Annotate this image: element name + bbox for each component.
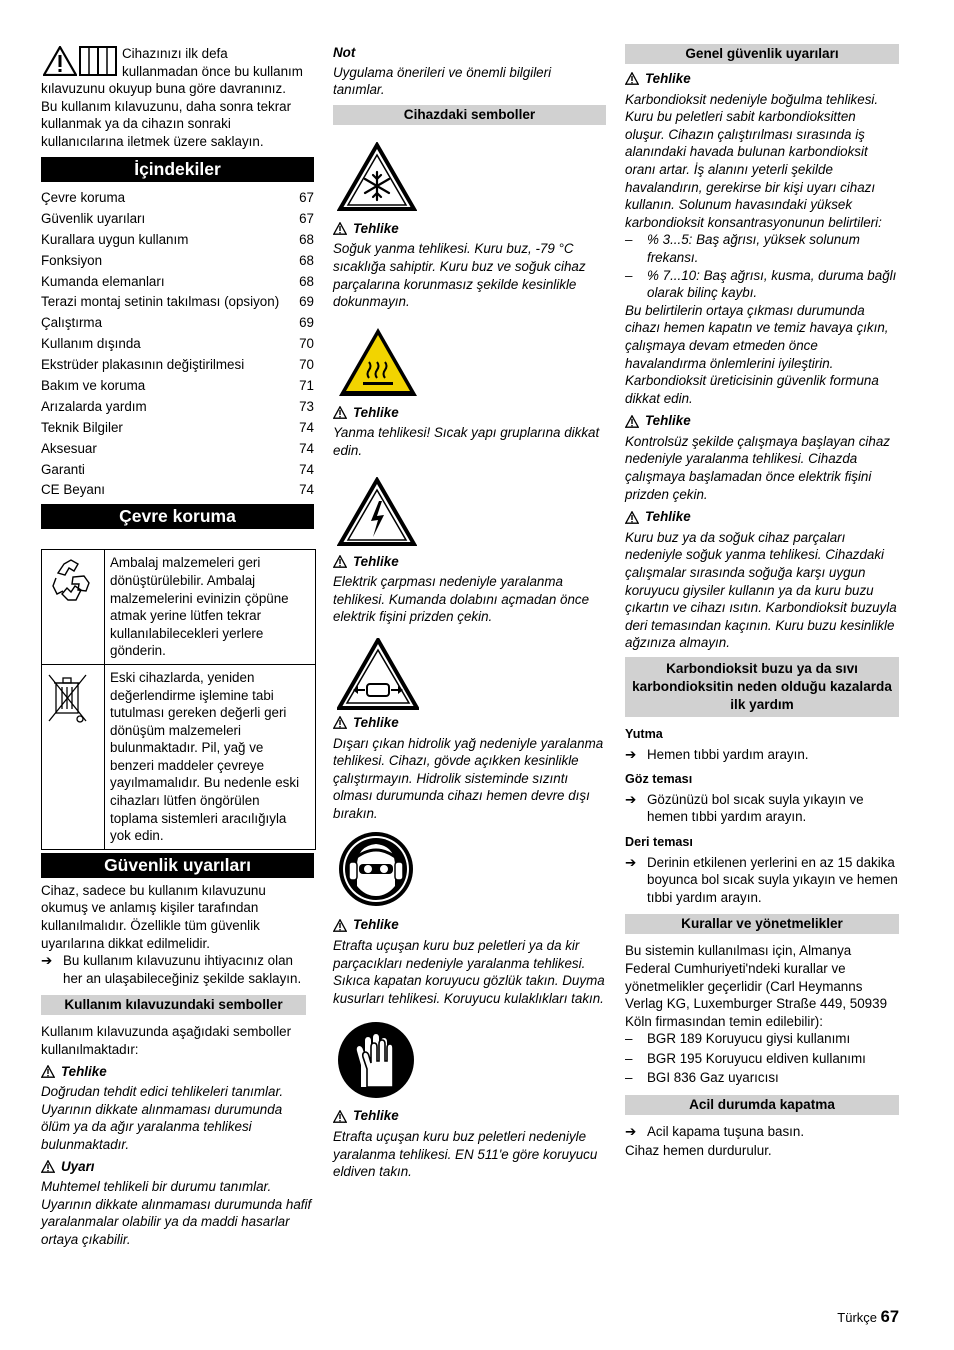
emergency-item	[625, 1123, 899, 1141]
toc-item-label: Garanti	[41, 461, 85, 477]
recycle-icon	[46, 556, 96, 606]
warning-triangle-icon	[333, 716, 347, 729]
page-footer	[837, 1309, 899, 1327]
gloves-text: Etrafta uçuşan kuru buz peletleri nedeniyle yaralanma tehlikesi. EN 511'e göre koruyucu eldiven takın.	[333, 1129, 598, 1180]
swallow-item	[625, 746, 899, 764]
rules-item: – BGR 189 Koruyucu giysi kullanımı	[625, 1030, 899, 1050]
uncontrolled-start-text: Kontrolsüz şekilde çalışmaya başlayan cihaz nedeniyle yaralanma tehlikesi. Cihazda çalışmaya başlamadan önce elektrik fişini prizden çekin.	[625, 433, 890, 502]
toc-item-label: Kumanda elemanları	[41, 273, 165, 289]
rules-item-1: BGR 189 Koruyucu giysi kullanımı	[647, 1031, 851, 1047]
toc-item	[41, 313, 314, 334]
env-table	[41, 549, 316, 850]
device-danger-label: Tehlike	[353, 917, 399, 933]
safety-title: Güvenlik uyarıları	[41, 853, 314, 878]
emergency-arrow-text: Acil kapama tuşuna basın.	[647, 1123, 805, 1139]
warning-triangle-icon	[333, 406, 347, 419]
intro-line-1: Cihazınızı ilk defa	[122, 46, 228, 61]
toc-item	[41, 439, 314, 460]
toc-item-page: 69	[299, 315, 314, 331]
arrow-icon: ➔	[625, 746, 637, 762]
general-safety-title: Genel güvenlik uyarıları	[625, 44, 899, 64]
toc-item-label: Terazi montaj setinin takılması (opsiyon)	[41, 294, 280, 310]
device-danger-heading	[333, 220, 606, 238]
device-danger-heading	[333, 404, 606, 422]
note-label: Not	[333, 45, 356, 60]
column-left	[41, 44, 314, 1249]
toc-item-label: Arızalarda yardım	[41, 398, 147, 414]
toc-item	[41, 251, 314, 272]
hydraulic-hazard-text: Dışarı çıkan hidrolik yağ nedeniyle yaralanma tehlikesi. Cihazı, gövde açıkken kesinlikle çalıştırmayın. Hidrolik sisteminde sızıntı olması durumunda cihazı hemen devre dışı bırakın.	[333, 735, 604, 821]
note-text: Uygulama önerileri ve önemli bilgileri tanımlar.	[333, 64, 552, 98]
danger-text: Doğrudan tehdit edici tehlikeleri tanımlar. Uyarının dikkate alınmaması durumunda ölüm ya da ağır yaralanma tehlikesi bulunmaktadır.	[41, 1084, 284, 1152]
emergency-text: Cihaz hemen durdurulur.	[625, 1143, 772, 1159]
rules-item: – BGR 195 Koruyucu eldiven kullanımı	[625, 1050, 899, 1070]
arrow-icon: ➔	[41, 953, 53, 969]
general-danger-label: Tehlike	[645, 71, 691, 86]
warning-triangle-icon	[625, 415, 639, 428]
goggles-ear-protection-icon	[337, 830, 415, 908]
swallow-label: Yutma	[625, 727, 663, 741]
toc-item-page: 70	[299, 336, 314, 352]
arrow-icon: ➔	[625, 1123, 637, 1139]
warning-label: Uyarı	[61, 1158, 95, 1174]
skin-label: Deri teması	[625, 834, 693, 849]
toc-item-page: 74	[299, 482, 314, 498]
eye-text: Gözünüzü bol sıcak suyla yıkayın ve hemen tıbbi yardım arayın.	[647, 791, 864, 825]
general-danger-heading	[625, 412, 899, 430]
safety-text: Cihaz, sadece bu kullanım kılavuzunu okumuş ve anlamış kişiler tarafından kullanılmalıdır. Özellikle tüm güvenlik uyarılarına dikkat edilmelidir.	[41, 882, 266, 951]
skin-item	[625, 854, 899, 907]
toc-item	[41, 188, 314, 209]
cold-hazard-icon	[337, 142, 417, 212]
table-of-contents	[41, 188, 314, 501]
device-danger-label: Tehlike	[353, 1108, 399, 1124]
rules-item-2: BGR 195 Koruyucu eldiven kullanımı	[647, 1050, 866, 1066]
toc-item-page: 74	[299, 461, 314, 477]
toc-item-page: 68	[299, 231, 314, 247]
electric-hazard-icon	[337, 477, 417, 547]
intro-line-2: kullanmadan önce bu kullanım	[122, 63, 303, 79]
env-text-2: Eski cihazlarda, yeniden değerlendirme işlemine tabi tutulması gereken değerli geri dönüşüm malzemeleri bulunmaktadır. Pil, yağ ve benzeri maddeler çevreye yayılmamalıdır. Bu nedenle eski cihazları lütfen öngörülen toplama sistemleri aracılığıyla yok edin.	[105, 664, 316, 849]
device-danger-heading	[333, 553, 606, 571]
rules-item-3: BGI 836 Gaz uyarıcısı	[647, 1070, 779, 1086]
safety-arrow-item	[41, 952, 314, 987]
cold-hazard-text: Soğuk yanma tehlikesi. Kuru buz, -79 °C sıcaklığa sahiptir. Kuru buz ve soğuk cihaz parçalarına korunmasız şekilde kesinlikle dokunmayın.	[333, 241, 586, 310]
toc-item-page: 71	[299, 378, 314, 394]
toc-item-label: Teknik Bilgiler	[41, 419, 123, 435]
toc-item	[41, 272, 314, 293]
column-right	[625, 44, 899, 1160]
device-danger-label: Tehlike	[353, 220, 399, 236]
toc-item-label: Kurallara uygun kullanım	[41, 231, 189, 247]
skin-text: Derinin etkilenen yerlerini en az 15 dakika boyunca bol sıcak suyla yıkayın ve hemen tıbbi yardım arayın.	[647, 854, 898, 905]
emergency-title: Acil durumda kapatma	[625, 1095, 899, 1115]
electric-hazard-text: Elektrik çarpması nedeniyle yaralanma tehlikesi. Kumanda dolabını açmadan önce elektrik fişini prizden çekin.	[333, 574, 590, 625]
goggles-text: Etrafta uçuşan kuru buz peletleri ya da kir parçacıkları nedeniyle yaralanma tehlikesi. Sıkıca kapatan koruyucu gözlük takın. Duyma kusurları tehlikesi. Koruyucu kulaklıkları takın.	[333, 938, 605, 1006]
general-danger-label: Tehlike	[645, 413, 691, 429]
toc-item-label: CE Beyanı	[41, 482, 106, 498]
arrow-icon: ➔	[625, 791, 637, 807]
device-danger-label: Tehlike	[353, 553, 399, 569]
safety-arrow-text: Bu kullanım kılavuzunu ihtiyacınız olan her an ulaşabileceğiniz şekilde saklayın.	[63, 953, 302, 986]
warning-triangle-icon	[333, 1110, 347, 1123]
env-row	[42, 664, 316, 849]
manual-book-icon	[79, 46, 117, 76]
toc-item-label: Bakım ve koruma	[41, 378, 146, 394]
eye-label: Göz teması	[625, 772, 693, 787]
toc-item-page: 69	[299, 294, 314, 310]
footer-language: Türkçe	[837, 1310, 878, 1325]
warning-triangle-icon	[333, 555, 347, 568]
toc-item-label: Çalıştırma	[41, 315, 103, 331]
toc-item-page: 74	[299, 440, 314, 456]
warning-triangle-icon	[625, 72, 639, 85]
device-danger-label: Tehlike	[353, 404, 399, 420]
danger-label: Tehlike	[61, 1063, 107, 1079]
intro-line-3: kılavuzunu okuyup buna göre davranınız.	[41, 81, 286, 97]
toc-item	[41, 209, 314, 230]
toc-item-page: 67	[299, 190, 314, 205]
column-middle	[333, 44, 606, 1181]
toc-item-page: 73	[299, 398, 314, 414]
swallow-text: Hemen tıbbi yardım arayın.	[647, 746, 809, 762]
warning-triangle-icon	[625, 511, 639, 524]
toc-item-page: 74	[299, 419, 314, 435]
toc-item-label: Fonksiyon	[41, 252, 103, 268]
toc-item	[41, 230, 314, 251]
device-danger-heading	[333, 714, 606, 732]
manual-symbols-title: Kullanım kılavuzundaki semboller	[41, 995, 306, 1015]
toc-item-label: Ekstrüder plakasının değiştirilmesi	[41, 357, 245, 373]
warning-triangle-icon	[333, 222, 347, 235]
device-danger-heading	[333, 916, 606, 934]
toc-item-label: Güvenlik uyarıları	[41, 210, 146, 226]
hot-surface-icon	[337, 326, 419, 398]
toc-item	[41, 397, 314, 418]
toc-item	[41, 292, 314, 313]
env-row	[42, 550, 316, 665]
warning-triangle-icon	[41, 1065, 55, 1078]
co2-symptom-2: % 7...10: Baş ağrısı, kusma, duruma bağlı olarak bilinç kaybı.	[647, 267, 897, 301]
rules-title: Kurallar ve yönetmelikler	[625, 914, 899, 934]
toc-item-label: Aksesuar	[41, 440, 97, 456]
co2-danger-after: Bu belirtilerin ortaya çıkması durumunda cihazı hemen kapatın ve temiz havaya çıkın, çalışmaya devam etmeden önce havalandırma önlemlerini iyileştirin. Karbondioksit üreticisinin güvenlik formuna dikkat edin.	[625, 302, 889, 406]
toc-item	[41, 418, 314, 439]
eye-item	[625, 791, 899, 826]
toc-title: İçindekiler	[41, 157, 314, 182]
first-aid-title: Karbondioksit buzu ya da sıvı karbondioksitin neden olduğu kazalarda ilk yardım	[625, 657, 899, 717]
hot-surface-text: Yanma tehlikesi! Sıcak yapı gruplarına dikkat edin.	[333, 425, 600, 458]
toc-item-page: 68	[299, 273, 314, 289]
device-symbols-title: Cihazdaki semboller	[333, 105, 606, 125]
toc-item-page: 70	[299, 357, 314, 373]
intro-line-5: kullanmak ya da cihazın sonraki	[41, 116, 231, 132]
warning-triangle-icon	[41, 1160, 55, 1173]
device-danger-heading	[333, 1107, 606, 1125]
general-danger-heading	[625, 70, 899, 88]
warning-triangle-icon	[43, 46, 77, 76]
general-danger-label: Tehlike	[645, 509, 691, 525]
manual-symbols-intro: Kullanım kılavuzunda aşağıdaki semboller kullanılmaktadır:	[41, 1024, 292, 1058]
toc-item	[41, 355, 314, 376]
toc-item	[41, 334, 314, 355]
toc-item	[41, 376, 314, 397]
intro-block	[41, 44, 314, 157]
toc-item-page: 67	[299, 210, 314, 226]
warning-heading	[41, 1158, 314, 1176]
intro-line-6: kullanıcılarına iletmek üzere saklayın.	[41, 134, 264, 149]
crossed-bin-icon	[46, 671, 90, 731]
co2-danger-text: Karbondioksit nedeniyle boğulma tehlikesi. Kuru bu peletleri sabit karbondioksitten oluşur. Cihazın çalıştırılması sırasında iş alanındaki havada bulunan karbondioksit oranı artar. İş alanını yeterli şekilde havalandırın, gerekirse bir kişi uyarı cihazı kullanın. Solunum havasındaki yüksek karbondioksit konsantrasyonunun belirtileri:	[625, 91, 882, 230]
toc-item-label: Çevre koruma	[41, 190, 126, 205]
page-number: 67	[880, 1308, 899, 1326]
toc-item	[41, 480, 314, 501]
warning-triangle-icon	[333, 919, 347, 932]
danger-heading	[41, 1063, 314, 1081]
device-danger-label: Tehlike	[353, 714, 399, 730]
toc-item	[41, 460, 314, 481]
co2-symptom-item: – % 7...10: Baş ağrısı, kusma, duruma bağlı olarak bilinç kaybı.	[625, 267, 899, 302]
co2-symptom-item: – % 3...5: Baş ağrısı, yüksek solunum frekansı.	[625, 231, 899, 266]
gloves-icon	[337, 1021, 415, 1099]
env-text-1: Ambalaj malzemeleri geri dönüştürülebilir. Ambalaj malzemelerini evinizin çöpüne atmak yerine lütfen tekrar kullanılabilecekleri yerlere gönderin.	[105, 550, 316, 665]
toc-item-label: Kullanım dışında	[41, 336, 141, 352]
rules-item: – BGI 836 Gaz uyarıcısı	[625, 1069, 899, 1089]
env-title: Çevre koruma	[41, 504, 314, 529]
toc-item-page: 68	[299, 252, 314, 268]
cold-burn-text: Kuru buz ya da soğuk cihaz parçaları nedeniyle soğuk yanma tehlikesi. Cihazdaki çalışmalar sırasında soğuğa karşı uygun koruyucu giysiler kullanın ya da kuru buzu çıkartın ve cihazı ısıtın. Karbondioksit buzuyla deri temasından kaçının. Kuru buzu kesinlikle ağzınıza almayın.	[625, 529, 897, 651]
hydraulic-hazard-icon	[337, 638, 419, 710]
intro-line-4: Bu kullanım kılavuzunu, daha sonra tekrar	[41, 98, 292, 114]
co2-symptom-1: % 3...5: Baş ağrısı, yüksek solunum frekansı.	[647, 232, 860, 265]
rules-text: Bu sistemin kullanılması için, Almanya Federal Cumhuriyeti'ndeki kurallar ve yönetmelikler geçerlidir (Carl Heymanns Verlag KG, Luxemburger Straße 449, 50939 Köln firmasından temin edilebilir):	[625, 943, 888, 1029]
arrow-icon: ➔	[625, 854, 637, 870]
general-danger-heading	[625, 508, 899, 526]
warning-text: Muhtemel tehlikeli bir durumu tanımlar. Uyarının dikkate alınmaması durumunda hafif yaralanmalar olabilir ya da maddi hasarlar ortaya çıkabilir.	[41, 1179, 312, 1247]
